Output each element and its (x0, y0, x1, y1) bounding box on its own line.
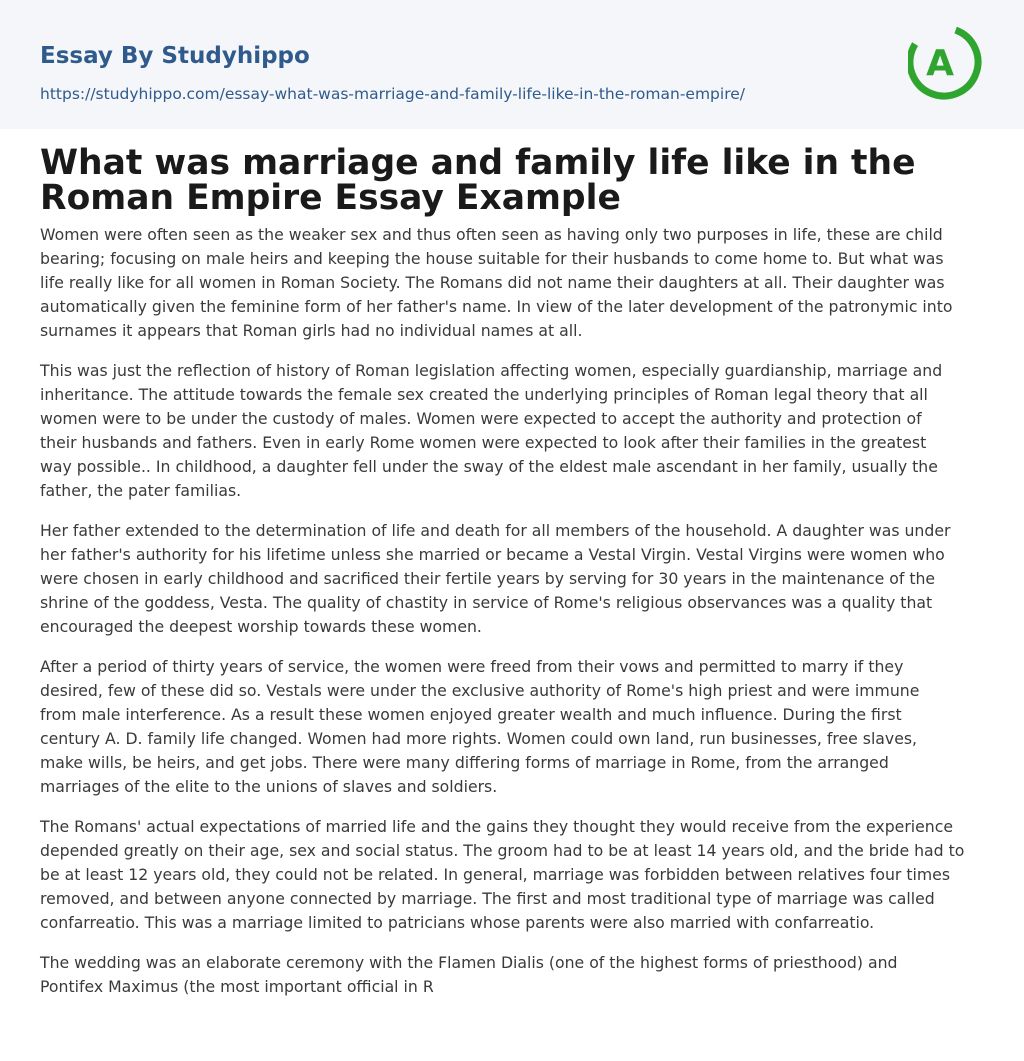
text-line: marriages of the elite to the unions of slaves and soldiers. (40, 777, 498, 796)
text-line: from male interference. As a result these women enjoyed greater wealth and much influence. During the first (40, 705, 902, 724)
article-body (40, 143, 984, 1015)
text-line: bearing; focusing on male heirs and keeping the house suitable for their husbands to come home to. But what was (40, 249, 944, 268)
paragraph-1 (40, 223, 984, 343)
text-line: inheritance. The attitude towards the female sex created the underlying principles of Roman legal theory that all (40, 385, 928, 404)
text-line: confarreatio. This was a marriage limited to patricians whose parents were also married with confarreatio. (40, 913, 875, 932)
text-line: After a period of thirty years of service, the women were freed from their vows and permitted to marry if they (40, 657, 904, 676)
text-line: surnames it appears that Roman girls had no individual names at all. (40, 321, 583, 340)
paragraph-4 (40, 655, 984, 799)
text-line: desired, few of these did so. Vestals were under the exclusive authority of Rome's high priest and were immune (40, 681, 920, 700)
text-line: Women were often seen as the weaker sex and thus often seen as having only two purposes in life, these are child (40, 225, 943, 244)
site-header (0, 0, 1024, 129)
text-line: century A. D. family life changed. Women had more rights. Women could own land, run businesses, free slaves, (40, 729, 918, 748)
text-line: Pontifex Maximus (the most important official in R (40, 977, 434, 996)
text-line: encouraged the deepest worship towards these women. (40, 617, 482, 636)
text-line: This was just the reflection of history of Roman legislation affecting women, especially guardianship, marriage and (40, 361, 943, 380)
text-line: women were to be under the custody of males. Women were expected to accept the authority and protection of (40, 409, 922, 428)
text-line: The wedding was an elaborate ceremony with the Flamen Dialis (one of the highest forms of priesthood) and (40, 953, 898, 972)
logo-letter: A (926, 43, 954, 84)
studyhippo-logo-icon[interactable] (908, 18, 988, 106)
text-line: automatically given the feminine form of her father's name. In view of the later development of the patronymic into (40, 297, 953, 316)
paragraph-3 (40, 519, 984, 639)
text-line: way possible.. In childhood, a daughter fell under the sway of the eldest male ascendant in her family, usually the (40, 457, 938, 476)
text-line: The Romans' actual expectations of married life and the gains they thought they would receive from the experience (40, 817, 954, 836)
text-line: their husbands and fathers. Even in early Rome women were expected to look after their families in the greatest (40, 433, 927, 452)
text-line: be at least 12 years old, they could not be related. In general, marriage was forbidden between relatives four times (40, 865, 950, 884)
paragraph-5 (40, 815, 984, 935)
text-line: removed, and between anyone connected by marriage. The first and most traditional type of marriage was called (40, 889, 935, 908)
article-title (40, 143, 984, 218)
text-line: life really like for all women in Roman Society. The Romans did not name their daughters at all. Their daughter was (40, 273, 945, 292)
text-line: make wills, be heirs, and get jobs. There were many differing forms of marriage in Rome, from the arranged (40, 753, 889, 772)
text-line: shrine of the goddess, Vesta. The quality of chastity in service of Rome's religious observances was a quality that (40, 593, 933, 612)
paragraph-2 (40, 359, 984, 503)
text-line: depended greatly on their age, sex and social status. The groom had to be at least 14 years old, and the bride had to (40, 841, 965, 860)
source-url-link[interactable]: https://studyhippo.com/essay-what-was-marriage-and-family-life-like-in-the-roman-empire/ (40, 85, 745, 103)
title-line: What was marriage and family life like in the (40, 143, 916, 183)
text-line: her father's authority for his lifetime unless she married or became a Vestal Virgin. Vestal Virgins were women who (40, 545, 945, 564)
text-line: father, the pater familias. (40, 481, 242, 500)
title-line: Roman Empire Essay Example (40, 178, 621, 218)
site-brand[interactable]: Essay By Studyhippo (40, 43, 310, 69)
text-line: Her father extended to the determination of life and death for all members of the household. A daughter was under (40, 521, 951, 540)
text-line: were chosen in early childhood and sacrificed their fertile years by serving for 30 years in the maintenance of the (40, 569, 936, 588)
paragraph-6 (40, 951, 984, 999)
